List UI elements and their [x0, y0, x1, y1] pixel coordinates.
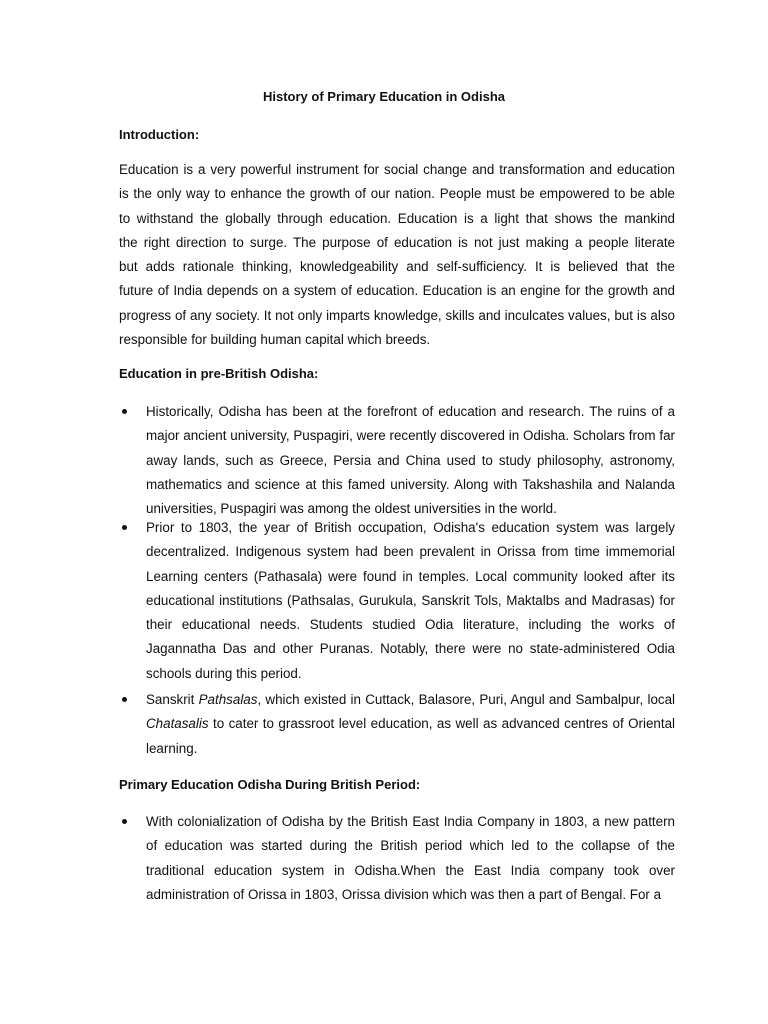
bullet-icon — [122, 525, 127, 530]
text-line: mathematics and science at this famed university. Along with Takshashila and Nalanda — [146, 476, 675, 492]
document-title: History of Primary Education in Odisha — [263, 89, 505, 104]
text-line: universities, Puspagiri was among the oldest universities in the world. — [146, 501, 557, 517]
text-line: With colonialization of Odisha by the British East India Company in 1803, a new pattern — [146, 814, 675, 829]
section-heading: Introduction: — [119, 127, 200, 142]
text-line: decentralized. Indigenous system had been prevalent in Orissa from time immemorial — [146, 544, 675, 560]
text-line: progress of any society. It not only imparts knowledge, skills and inculcates values, but is also — [119, 307, 675, 323]
text-line: learning. — [146, 740, 198, 756]
text-line: responsible for building human capital which breeds. — [119, 332, 431, 348]
bullet-item — [146, 400, 675, 521]
text-line: future of India depends on a system of education. Education is an engine for the growth and — [119, 283, 675, 299]
paragraph — [119, 158, 675, 352]
text-line: schools during this period. — [146, 665, 302, 681]
text-line: Sanskrit Pathsalas, which existed in Cuttack, Balasore, Puri, Angul and Sambalpur, local — [146, 692, 675, 707]
text-line: the right direction to surge. The purpose of education is not just making a people literate — [119, 234, 675, 250]
text-line: away lands, such as Greece, Persia and China used to study philosophy, astronomy, — [146, 452, 675, 468]
bullet-icon — [122, 697, 127, 702]
section-heading: Primary Education Odisha During British Period: — [119, 777, 421, 792]
text-line: Historically, Odisha has been at the forefront of education and research. The ruins of a — [146, 404, 675, 419]
text-line: traditional education system in Odisha.When the East India company took over — [146, 862, 675, 878]
bullet-icon — [122, 409, 127, 414]
section-heading: Education in pre-British Odisha: — [119, 366, 319, 381]
text-line: of education was started during the British period which led to the collapse of the — [146, 838, 675, 854]
italic-term: Chatasalis — [146, 716, 209, 732]
text-line: but adds rationale thinking, knowledgeability and self-sufficiency. It is believed that the — [119, 259, 675, 275]
text-line: Prior to 1803, the year of British occupation, Odisha's education system was largely — [146, 520, 675, 535]
text-line: Chatasalis to cater to grassroot level education, as well as advanced centres of Oriental — [146, 716, 675, 732]
bullet-item — [146, 688, 675, 761]
text-line: to withstand the globally through education. Education is a light that shows the mankind — [119, 210, 675, 226]
text-line: Jagannatha Das and other Puranas. Notably, there were no state-administered Odia — [146, 641, 675, 657]
text-line: major ancient university, Puspagiri, were recently discovered in Odisha. Scholars from far — [146, 428, 675, 444]
text-line: Learning centers (Pathasala) were found in temples. Local community looked after its — [146, 568, 675, 584]
text-line: administration of Orissa in 1803, Orissa division which was then a part of Bengal. For a — [146, 886, 662, 902]
bullet-item — [146, 516, 675, 686]
bullet-icon — [122, 819, 127, 824]
text-line: Education is a very powerful instrument for social change and transformation and education — [119, 162, 675, 177]
bullet-item — [146, 810, 675, 907]
text-line: educational institutions (Pathsalas, Gurukula, Sanskrit Tols, Maktalbs and Madrasas) for — [146, 592, 675, 608]
text-line: is the only way to enhance the growth of our nation. People must be empowered to be able — [119, 186, 675, 202]
text-line: their educational needs. Students studied Odia literature, including the works of — [146, 617, 675, 633]
italic-term: Pathsalas — [198, 692, 258, 707]
